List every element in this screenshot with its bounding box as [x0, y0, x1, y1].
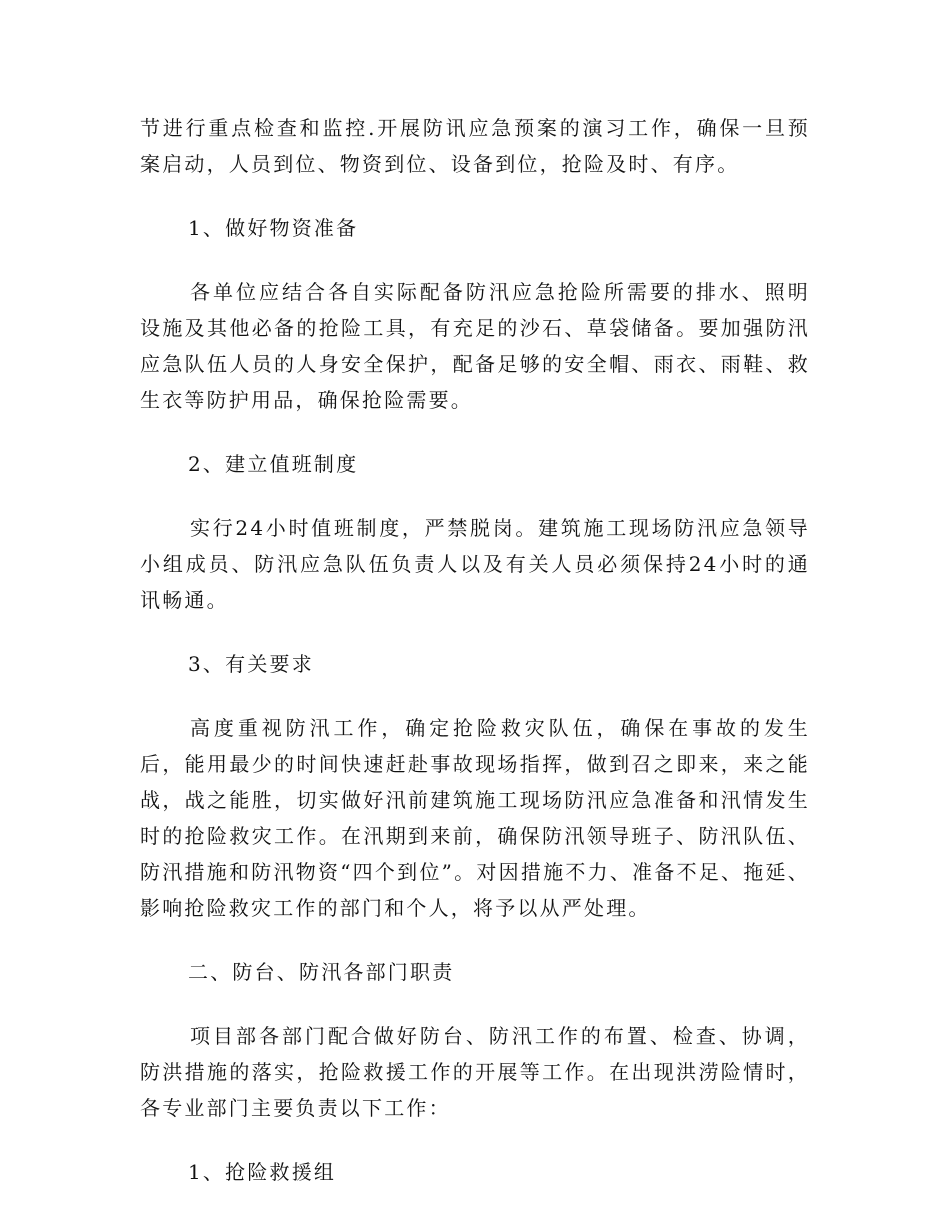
paragraph-materials: 各单位应结合各自实际配备防汛应急抢险所需要的排水、照明设施及其他必备的抢险工具，有充足的沙石、草袋储备。要加强防汛应急队伍人员的人身安全保护，配备足够的安全帽、雨衣、雨鞋、救生衣等防护用品，确保抢险需要。	[140, 280, 810, 412]
section-heading-rescue-team: 1、抢险救援组	[188, 1160, 337, 1184]
document-content	[140, 110, 810, 1190]
spacer	[140, 246, 810, 274]
section-heading-department-duties: 二、防台、防汛各部门职责	[188, 960, 455, 984]
spacer	[140, 482, 810, 510]
paragraph-department-duties: 项目部各部门配合做好防台、防汛工作的布置、检查、协调，防洪措施的落实，抢险救援工作的开展等工作。在出现洪涝险情时，各专业部门主要负责以下工作：	[140, 1024, 810, 1120]
spacer	[140, 418, 810, 446]
paragraph-requirements: 高度重视防汛工作，确定抢险救灾队伍，确保在事故的发生后，能用最少的时间快速赶赴事故现场指挥，做到召之即来，来之能战，战之能胜，切实做好汛前建筑施工现场防汛应急准备和汛情发生时的抢险救灾工作。在汛期到来前，确保防汛领导班子、防汛队伍、防汛措施和防汛物资“四个到位”。对因措施不力、准备不足、拖延、影响抢险救灾工作的部门和个人，将予以从严处理。	[140, 716, 810, 920]
section-heading-materials: 1、做好物资准备	[188, 216, 359, 240]
section-heading-duty-system: 2、建立值班制度	[188, 452, 359, 476]
section-heading-requirements: 3、有关要求	[188, 652, 314, 676]
spacer	[140, 182, 810, 210]
spacer	[140, 926, 810, 954]
paragraph-inspection-drill: 节进行重点检查和监控.开展防讯应急预案的演习工作，确保一旦预案启动，人员到位、物资到位、设备到位，抢险及时、有序。	[140, 116, 810, 176]
spacer	[140, 990, 810, 1018]
spacer	[140, 682, 810, 710]
paragraph-duty-system: 实行24小时值班制度，严禁脱岗。建筑施工现场防汛应急领导小组成员、防汛应急队伍负责人以及有关人员必须保持24小时的通讯畅通。	[140, 516, 810, 612]
spacer	[140, 1126, 810, 1154]
spacer	[140, 618, 810, 646]
